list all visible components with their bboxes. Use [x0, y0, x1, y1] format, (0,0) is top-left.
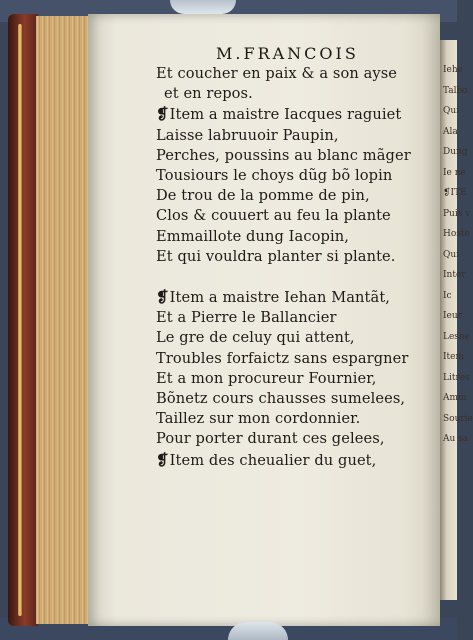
poem-line-text: Bõnetz cours chausses sumelees, [156, 390, 406, 408]
poem-line-text: Le gre de celuy qui attent, [156, 329, 355, 347]
poem-line [156, 429, 426, 449]
facing-page-line: Lesne [443, 331, 471, 342]
poem-line-text: Perches, poussins au blanc mãger [156, 146, 411, 164]
poem-text [156, 48, 426, 471]
facing-page-line: Iehe [443, 65, 464, 75]
facing-page-line: Ala [443, 126, 458, 137]
poem-line-text: Et coucher en paix & a son ayse [156, 65, 398, 82]
poem-line-text: Item a maistre Iehan Mantãt, [169, 289, 391, 307]
poem-line [156, 328, 426, 348]
pilcrow-mark: ❡ [156, 450, 169, 469]
page-clip-bottom [228, 622, 288, 640]
poem-line-text: Clos & couuert au feu la plante [156, 207, 391, 225]
poem-line-text: Et a mon procureur Fournier, [156, 369, 377, 387]
stanza-2 [156, 104, 426, 267]
poem-line [156, 389, 426, 409]
facing-page-line: Hoste [443, 229, 470, 239]
pilcrow-mark: ❡ [156, 105, 169, 124]
poem-line-text: Et qui vouldra planter si plante. [156, 247, 396, 265]
facing-page-line: Talbo [443, 85, 468, 96]
facing-page-line: Au sa [443, 434, 469, 444]
poem-line [156, 64, 426, 84]
facing-page-line: Ieur [443, 311, 462, 321]
running-head: M.FRANCOIS [216, 44, 359, 63]
poem-line [156, 308, 426, 328]
poem-line [156, 369, 426, 389]
poem-line [156, 247, 426, 267]
poem-line-text: De trou de la pomme de pin, [156, 187, 370, 205]
facing-page-line: Dung [443, 147, 468, 157]
facing-page-line: Ic [443, 290, 452, 301]
stanza-3 [156, 287, 426, 471]
stanza-1 [156, 64, 426, 104]
facing-page-line: Qui [443, 249, 460, 260]
facing-page-line: Item [443, 352, 465, 362]
poem-line [156, 450, 426, 471]
poem-line-text: Laisse labruuoir Paupin, [156, 126, 339, 144]
poem-line-text: Et a Pierre le Ballancier [156, 309, 337, 327]
gilt-edge-line [18, 24, 22, 616]
facing-page-line: Puis v [443, 208, 471, 219]
poem-line-text: et en repos. [164, 85, 253, 103]
facing-page-line: Ie ne [443, 167, 466, 178]
poem-line-text: Troubles forfaictz sans espargner [156, 349, 409, 367]
poem-line [156, 126, 426, 146]
poem-line-text: Pour porter durant ces gelees, [156, 430, 385, 448]
facing-page-line: Sourie [443, 413, 473, 424]
facing-page-line: Qui [443, 106, 460, 116]
poem-line [156, 349, 426, 369]
poem-line-text: Item des cheualier du guet, [169, 451, 377, 469]
poem-line [156, 146, 426, 166]
pilcrow-mark: ❡ [156, 288, 169, 307]
poem-line-text: Tousiours le choys dũg bõ lopin [156, 167, 393, 185]
facing-page-line: ❡ITE [443, 188, 467, 198]
poem-line [156, 287, 426, 308]
poem-line [156, 84, 426, 104]
facing-page-edge [440, 40, 473, 600]
poem-line-text: Item a maistre Iacques raguiet [169, 106, 402, 124]
poem-line-text: Emmaillote dung Iacopin, [156, 227, 349, 245]
book-spine [8, 14, 38, 626]
facing-page-fragments [440, 60, 473, 450]
poem-line [156, 206, 426, 226]
poem-line [156, 409, 426, 429]
facing-page-line: Inter [443, 270, 466, 280]
facing-page-line: Litres [443, 372, 470, 383]
poem-line [156, 104, 426, 125]
facing-page-line: Amm [443, 393, 467, 403]
poem-line [156, 166, 426, 186]
page-clip-top [170, 0, 236, 14]
poem-line [156, 227, 426, 247]
poem-line [156, 186, 426, 206]
page-edges [36, 16, 92, 624]
poem-line-text: Taillez sur mon cordonnier. [156, 410, 361, 428]
